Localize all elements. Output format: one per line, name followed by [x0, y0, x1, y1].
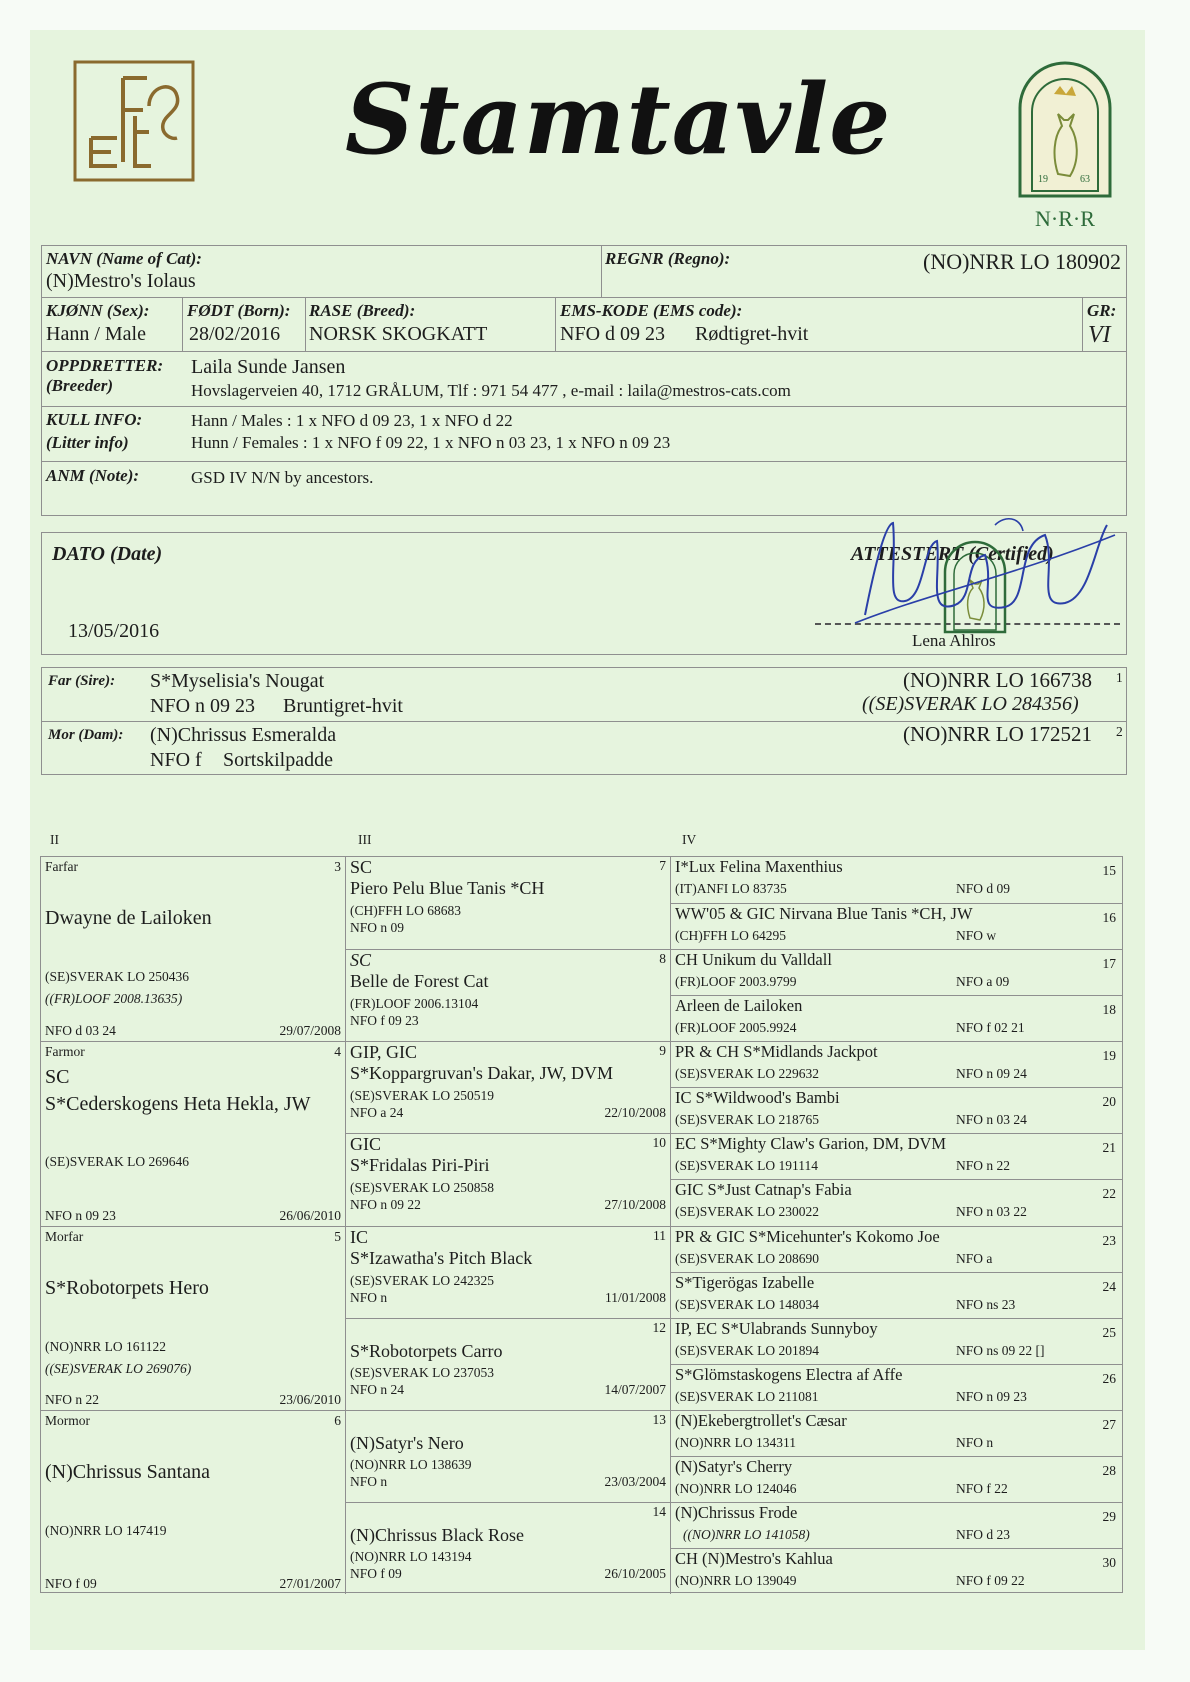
ancestor-number: 8 [659, 951, 666, 967]
ancestor-name: S*Glömstaskogens Electra af Affe [675, 1364, 903, 1384]
ancestor-registration-secondary: ((SE)SVERAK LO 269076) [45, 1360, 192, 1376]
date-label: DATO (Date) [52, 543, 163, 565]
ancestor-number: 13 [652, 1411, 666, 1427]
ancestor-registration: (SE)SVERAK LO 230022 [675, 1204, 819, 1220]
sire-reg: (NO)NRR LO 166738 [903, 668, 1092, 692]
ancestor-number: 30 [1102, 1554, 1116, 1570]
ancestor-registration: (SE)SVERAK LO 211081 [675, 1388, 819, 1404]
ancestor-registration: (NO)NRR LO 161122 [45, 1338, 166, 1354]
name-label: NAVN (Name of Cat): [46, 249, 202, 268]
ancestor-birthdate: 27/10/2008 [604, 1197, 666, 1213]
pedigree-cell-gen4 [671, 995, 1122, 1041]
ancestor-birthdate: 26/06/2010 [279, 1207, 341, 1223]
sire-label: Far (Sire): [48, 673, 116, 689]
fife-logo [73, 60, 195, 182]
ancestor-name: GIC S*Just Catnap's Fabia [675, 1180, 852, 1200]
cat-breed: NORSK SKOGKATT [309, 323, 488, 345]
ancestor-name: CH (N)Mestro's Kahlua [675, 1548, 833, 1568]
pedigree-cell-gen2 [41, 1226, 346, 1410]
breed-label: RASE (Breed): [309, 301, 416, 320]
sire-ems: NFO n 09 23 [150, 695, 256, 717]
ancestor-name: Piero Pelu Blue Tanis *CH [350, 878, 545, 898]
ancestor-name: (N)Ekebergtrollet's Cæsar [675, 1410, 847, 1430]
ancestor-name: (N)Chrissus Frode [675, 1502, 798, 1522]
cat-ems-color: Rødtigret-hvit [695, 323, 809, 345]
ancestor-role: Morfar [45, 1228, 84, 1244]
ancestor-registration: (SE)SVERAK LO 250436 [45, 969, 189, 984]
ancestor-number: 20 [1102, 1094, 1116, 1110]
ancestor-number: 18 [1102, 1002, 1116, 1018]
generation-3-heading: III [358, 832, 372, 847]
note-label: ANM (Note): [46, 466, 140, 485]
ancestor-registration: (FR)LOOF 2006.13104 [350, 996, 479, 1012]
ancestor-birthdate: 11/01/2008 [604, 1289, 666, 1305]
ancestor-name: (N)Chrissus Black Rose [350, 1524, 524, 1545]
signer-name: Lena Ahlros [912, 631, 996, 650]
ancestor-ems: NFO f 09 [350, 1565, 402, 1581]
ancestor-name: I*Lux Felina Maxenthius [675, 857, 843, 876]
nrr-caption: N·R·R [1035, 206, 1095, 231]
ancestor-name: (N)Satyr's Nero [350, 1432, 464, 1453]
ancestor-birthdate: 26/10/2005 [604, 1565, 666, 1581]
ancestor-title: SC [350, 857, 373, 877]
litter-males: Hann / Males : 1 x NFO d 09 23, 1 x NFO d 22 [191, 411, 513, 430]
ancestor-number: 17 [1102, 956, 1116, 972]
breeder-label: OPPDRETTER: [46, 356, 164, 375]
ancestor-number: 26 [1102, 1370, 1116, 1386]
ancestor-registration: (CH)FFH LO 64295 [675, 928, 787, 944]
signature-scribble [845, 505, 1125, 640]
ancestor-number: 29 [1102, 1508, 1116, 1524]
ancestor-ems: NFO n 09 [350, 920, 405, 935]
ancestor-number: 27 [1102, 1416, 1116, 1432]
nrr-year-right: 63 [1080, 174, 1090, 185]
nrr-logo [1010, 56, 1120, 236]
ancestor-registration: (CH)FFH LO 68683 [350, 903, 462, 918]
ancestor-name: S*Izawatha's Pitch Black [350, 1247, 533, 1268]
ancestor-ems: NFO n 09 22 [350, 1197, 421, 1213]
ancestor-registration: (SE)SVERAK LO 218765 [675, 1112, 819, 1128]
ancestor-number: 4 [334, 1044, 341, 1060]
ancestor-name: Arleen de Lailoken [675, 996, 803, 1016]
ancestor-ems: NFO d 23 [956, 1526, 1011, 1542]
ancestor-number: 5 [334, 1228, 341, 1244]
ancestor-ems: NFO a 09 [956, 974, 1010, 990]
ancestor-title: SC [350, 950, 372, 971]
ancestor-ems: NFO a 24 [350, 1105, 404, 1121]
note-text: GSD IV N/N by ancestors. [191, 468, 374, 487]
ancestor-ems: NFO f 09 [45, 1576, 97, 1591]
dam-label: Mor (Dam): [48, 727, 124, 743]
ancestor-ems: NFO n 09 23 [45, 1207, 116, 1223]
pedigree-cell-gen4 [671, 1272, 1122, 1318]
ancestor-name: WW'05 & GIC Nirvana Blue Tanis *CH, JW [675, 904, 973, 924]
ancestor-registration: (SE)SVERAK LO 269646 [45, 1154, 189, 1170]
pedigree-cell-gen4 [671, 1410, 1122, 1456]
ancestor-name: PR & GIC S*Micehunter's Kokomo Joe [675, 1226, 940, 1246]
born-label: FØDT (Born): [187, 301, 291, 320]
page-title: Stamtavle [345, 63, 892, 176]
ancestor-title: GIC [350, 1134, 381, 1155]
ancestor-registration: (NO)NRR LO 138639 [350, 1456, 472, 1472]
ancestor-registration: (NO)NRR LO 143194 [350, 1548, 472, 1564]
pedigree-cell-gen4 [671, 1133, 1122, 1179]
pedigree-cell-gen4 [671, 903, 1122, 949]
certified-label: ATTESTERT (Certified) [851, 543, 1054, 565]
pedigree-cell-gen3 [346, 1410, 671, 1502]
pedigree-cell-gen4 [671, 1179, 1122, 1225]
ancestor-birthdate: 14/07/2007 [604, 1381, 666, 1397]
ancestor-name: S*Cederskogens Heta Hekla, JW [45, 1093, 311, 1116]
ancestor-number: 9 [659, 1043, 666, 1059]
ancestor-number: 11 [653, 1227, 666, 1243]
ancestor-name: (N)Satyr's Cherry [675, 1456, 793, 1476]
ancestor-number: 21 [1102, 1140, 1116, 1156]
ancestor-title: IC [350, 1226, 368, 1247]
generation-2-heading: II [50, 832, 59, 847]
pedigree-cell-gen4 [671, 1087, 1122, 1133]
ancestor-registration: (SE)SVERAK LO 148034 [675, 1296, 819, 1312]
cat-sex: Hann / Male [46, 323, 146, 345]
ancestor-registration: (SE)SVERAK LO 229632 [675, 1066, 819, 1082]
cat-regnr: (NO)NRR LO 180902 [923, 249, 1121, 274]
sire-color: Bruntigret-hvit [283, 695, 403, 717]
ancestor-number: 25 [1102, 1324, 1116, 1340]
ancestor-registration: (SE)SVERAK LO 250858 [350, 1180, 494, 1196]
ancestor-registration: (FR)LOOF 2003.9799 [675, 974, 797, 990]
regnr-label: REGNR (Regno): [605, 249, 731, 268]
ancestor-number: 12 [652, 1319, 666, 1335]
ancestor-birthdate: 23/06/2010 [279, 1391, 341, 1407]
pedigree-cell-gen4 [671, 1041, 1122, 1087]
dam-color: Sortskilpadde [223, 749, 333, 771]
breeder-address: Hovslagerveien 40, 1712 GRÅLUM, Tlf : 971 54 477 , e-mail : laila@mestros-cats.com [191, 381, 791, 400]
pedigree-cell-gen3 [346, 949, 671, 1041]
ancestor-name: S*Tigerögas Izabelle [675, 1272, 815, 1292]
gr-label: GR: [1087, 301, 1117, 320]
pedigree-cell-gen2 [41, 857, 346, 1041]
ancestor-ems: NFO n 22 [45, 1391, 100, 1407]
ancestor-registration: (SE)SVERAK LO 242325 [350, 1272, 494, 1288]
ancestor-ems: NFO n [350, 1289, 388, 1305]
ancestor-number: 3 [334, 859, 341, 874]
ancestor-registration: (SE)SVERAK LO 237053 [350, 1364, 494, 1380]
ancestor-ems: NFO n 22 [956, 1158, 1011, 1174]
ancestor-name: S*Fridalas Piri-Piri [350, 1155, 490, 1176]
ancestor-number: 24 [1102, 1278, 1116, 1294]
ancestor-ems: NFO n 09 24 [956, 1066, 1027, 1082]
litter-females: Hunn / Females : 1 x NFO f 09 22, 1 x NFO n 03 23, 1 x NFO n 09 23 [191, 433, 671, 452]
pedigree-cell-gen4 [671, 1456, 1122, 1502]
ancestor-name: (N)Chrissus Santana [45, 1460, 210, 1483]
ancestor-registration: (NO)NRR LO 134311 [675, 1434, 796, 1450]
pedigree-cell-gen3 [346, 1502, 671, 1594]
pedigree-cell-gen4 [671, 1364, 1122, 1410]
ancestor-name: IP, EC S*Ulabrands Sunnyboy [675, 1318, 878, 1338]
pedigree-cell-gen4 [671, 857, 1122, 903]
ancestor-name: S*Robotorpets Hero [45, 1276, 209, 1299]
ancestor-registration: (SE)SVERAK LO 208690 [675, 1250, 819, 1266]
ancestor-ems: NFO f 09 22 [956, 1572, 1025, 1588]
ancestor-name: S*Robotorpets Carro [350, 1340, 503, 1361]
ancestor-name: CH Unikum du Valldall [675, 950, 832, 970]
ancestor-ems: NFO n 03 24 [956, 1112, 1027, 1128]
ancestor-ems: NFO f 02 21 [956, 1020, 1025, 1036]
ancestor-ems: NFO d 09 [956, 881, 1011, 896]
ancestor-birthdate: 29/07/2008 [279, 1023, 341, 1039]
ancestor-number: 15 [1102, 863, 1116, 878]
ancestor-number: 19 [1102, 1048, 1116, 1064]
ancestor-birthdate: 22/10/2008 [604, 1105, 666, 1121]
pedigree-table [40, 856, 1123, 1593]
ancestor-ems: NFO ns 09 22 [] [956, 1342, 1045, 1358]
pedigree-cell-gen4 [671, 1548, 1122, 1594]
litter-label-en: (Litter info) [46, 433, 129, 452]
ancestor-registration: ((NO)NRR LO 141058) [683, 1526, 810, 1542]
dam-number: 2 [1116, 724, 1123, 739]
nrr-year-left: 19 [1038, 174, 1048, 185]
ancestor-name: Dwayne de Lailoken [45, 907, 212, 929]
ancestor-ems: NFO a [956, 1250, 993, 1266]
ancestor-registration: (NO)NRR LO 147419 [45, 1522, 167, 1538]
generation-4-heading: IV [682, 832, 697, 847]
ancestor-ems: NFO n [956, 1434, 994, 1450]
ancestor-role: Mormor [45, 1412, 90, 1428]
ancestor-title: GIP, GIC [350, 1042, 418, 1063]
ancestor-number: 14 [652, 1503, 666, 1519]
cat-ems: NFO d 09 23 [560, 323, 666, 345]
breeder-label-en: (Breeder) [46, 376, 114, 395]
ancestor-number: 10 [652, 1135, 666, 1151]
ancestor-birthdate: 27/01/2007 [279, 1576, 341, 1591]
ancestor-registration: (SE)SVERAK LO 191114 [675, 1158, 818, 1174]
pedigree-cell-gen4 [671, 949, 1122, 995]
ancestor-name: S*Koppargruvan's Dakar, JW, DVM [350, 1063, 613, 1084]
ems-label: EMS-KODE (EMS code): [560, 301, 743, 320]
ancestor-title: SC [45, 1066, 70, 1089]
ancestor-name: Belle de Forest Cat [350, 971, 489, 992]
ancestor-ems: NFO n [350, 1473, 388, 1489]
pedigree-cell-gen2 [41, 1041, 346, 1225]
ancestor-ems: NFO ns 23 [956, 1296, 1016, 1312]
ancestor-number: 28 [1102, 1462, 1116, 1478]
sire-name: S*Myselisia's Nougat [150, 670, 325, 692]
sex-label: KJØNN (Sex): [46, 301, 150, 320]
ancestor-ems: NFO f 22 [956, 1480, 1008, 1496]
ancestor-birthdate: 23/03/2004 [604, 1473, 666, 1489]
pedigree-cell-gen3 [346, 1226, 671, 1318]
ancestor-number: 7 [659, 858, 666, 873]
cat-name: (N)Mestro's Iolaus [46, 270, 196, 292]
ancestor-registration: (IT)ANFI LO 83735 [675, 881, 787, 896]
ancestor-number: 22 [1102, 1186, 1116, 1202]
ancestor-name: PR & CH S*Midlands Jackpot [675, 1042, 878, 1062]
ancestor-name: IC S*Wildwood's Bambi [675, 1088, 840, 1108]
date-value: 13/05/2016 [68, 620, 160, 642]
breeder-name: Laila Sunde Jansen [191, 356, 346, 378]
ancestor-number: 6 [334, 1412, 341, 1428]
ancestor-ems: NFO d 03 24 [45, 1023, 116, 1039]
ancestor-name: EC S*Mighty Claw's Garion, DM, DVM [675, 1134, 947, 1154]
pedigree-cell-gen3 [346, 857, 671, 949]
ancestor-number: 16 [1102, 910, 1116, 926]
ancestor-role: Farfar [45, 859, 78, 874]
sire-number: 1 [1116, 670, 1123, 685]
ancestor-registration: (SE)SVERAK LO 201894 [675, 1342, 819, 1358]
cat-born: 28/02/2016 [189, 323, 281, 345]
ancestor-ems: NFO n 09 23 [956, 1388, 1027, 1404]
ancestor-registration: (SE)SVERAK LO 250519 [350, 1088, 494, 1104]
ancestor-ems: NFO n 24 [350, 1381, 405, 1397]
pedigree-cell-gen3 [346, 1041, 671, 1133]
pedigree-cell-gen4 [671, 1226, 1122, 1272]
pedigree-cell-gen3 [346, 1318, 671, 1410]
pedigree-cell-gen2 [41, 1410, 346, 1594]
dam-ems: NFO f [150, 749, 202, 771]
ancestor-ems: NFO w [956, 928, 997, 944]
pedigree-cell-gen3 [346, 1133, 671, 1225]
pedigree-cell-gen4 [671, 1318, 1122, 1364]
pedigree-cell-gen4 [671, 1502, 1122, 1548]
dam-reg: (NO)NRR LO 172521 [903, 722, 1092, 746]
ancestor-role: Farmor [45, 1044, 85, 1060]
ancestor-ems: NFO f 09 23 [350, 1013, 419, 1029]
ancestor-ems: NFO n 03 22 [956, 1204, 1027, 1220]
ancestor-registration: (FR)LOOF 2005.9924 [675, 1020, 797, 1036]
ancestor-registration-secondary: ((FR)LOOF 2008.13635) [45, 991, 183, 1006]
ancestor-number: 23 [1102, 1232, 1116, 1248]
ancestor-registration: (NO)NRR LO 124046 [675, 1480, 797, 1496]
ancestor-registration: (NO)NRR LO 139049 [675, 1572, 797, 1588]
litter-label: KULL INFO: [46, 410, 143, 429]
dam-name: (N)Chrissus Esmeralda [150, 724, 337, 746]
gr-value: VI [1088, 322, 1111, 348]
sire-reg-secondary: ((SE)SVERAK LO 284356) [862, 693, 1079, 715]
